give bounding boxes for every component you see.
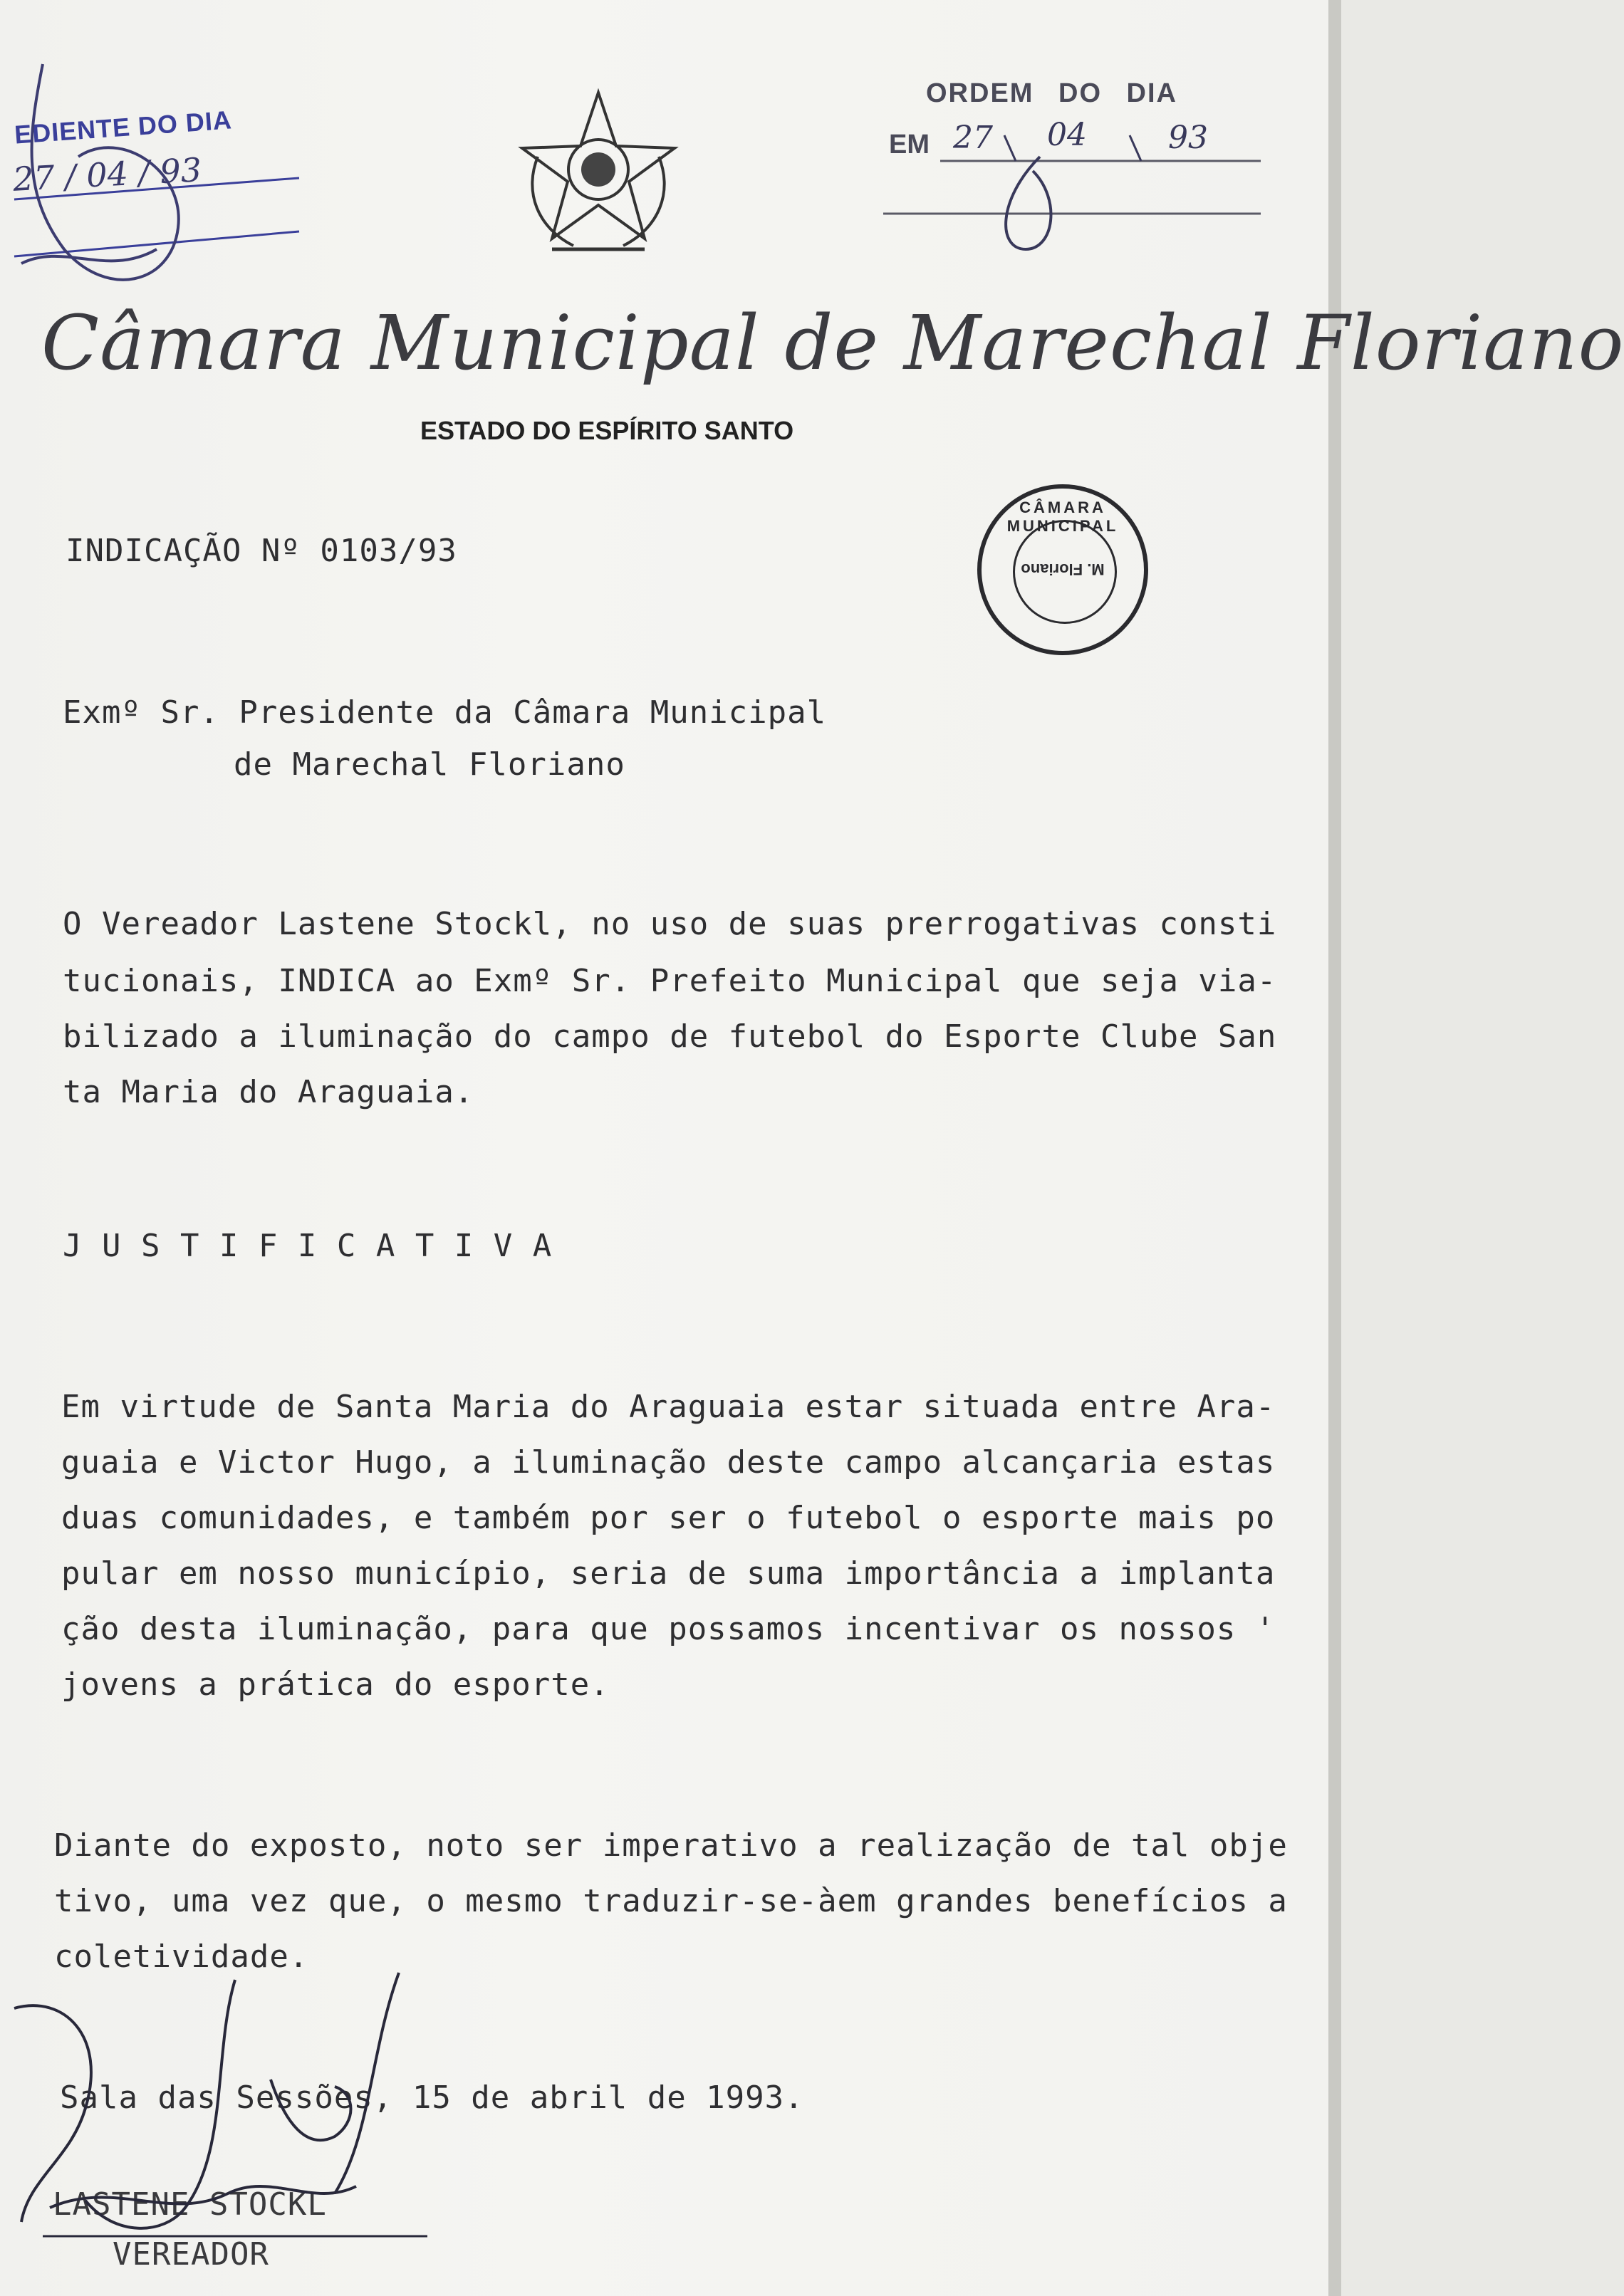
- place-date: Sala das Sessões, 15 de abril de 1993.: [60, 2080, 804, 2116]
- justification-line: pular em nosso município, seria de suma importância a implanta: [61, 1555, 1276, 1592]
- letterhead-state: ESTADO DO ESPÍRITO SANTO: [420, 416, 794, 445]
- addressee-line-2: de Marechal Floriano: [234, 746, 625, 783]
- coat-of-arms-emblem: [509, 85, 687, 271]
- round-seal-center: M. Floriano: [1021, 560, 1105, 578]
- signatory-title: VEREADOR: [113, 2236, 269, 2272]
- intro-line: bilizado a iluminação do campo de futebol do Esporte Clube San: [63, 1018, 1277, 1055]
- handwritten-signature: [0, 1966, 442, 2279]
- municipal-round-seal: [977, 484, 1148, 655]
- justification-heading: J U S T I F I C A T I V A: [63, 1228, 553, 1264]
- ordem-do-dia-stamp-prefix: EM: [889, 130, 930, 160]
- justification-line: jovens a prática do esporte.: [61, 1666, 610, 1703]
- ordem-do-dia-stamp-year: 93: [1168, 120, 1208, 156]
- document-reference: INDICAÇÃO Nº 0103/93: [66, 533, 457, 569]
- expediente-stamp-scribble: [0, 50, 313, 320]
- letterhead-name: Câmara Municipal de Marechal Floriano: [41, 299, 1624, 387]
- expediente-stamp-date: 27 / 04 / 93: [11, 150, 203, 199]
- intro-line: tucionais, INDICA ao Exmº Sr. Prefeito Municipal que seja via-: [63, 963, 1277, 999]
- justification-line: guaia e Victor Hugo, a iluminação deste campo alcançaria estas: [61, 1444, 1276, 1481]
- signatory-name: LASTENE STOCKL: [53, 2186, 327, 2223]
- ordem-do-dia-stamp-day: 27: [953, 120, 993, 156]
- conclusion-line: tivo, uma vez que, o mesmo traduzir-se-àem grandes benefícios a: [54, 1883, 1288, 1919]
- justification-line: Em virtude de Santa Maria do Araguaia estar situada entre Ara-: [61, 1389, 1276, 1425]
- conclusion-line: coletividade.: [54, 1938, 309, 1975]
- ordem-do-dia-stamp-month: 04: [1047, 117, 1087, 153]
- addressee-line-1: Exmº Sr. Presidente da Câmara Municipal: [63, 694, 827, 731]
- ordem-do-dia-stamp-lines: [876, 114, 1275, 256]
- round-seal-ring-text: CÂMARA MUNICIPAL: [1006, 499, 1119, 535]
- intro-line: O Vereador Lastene Stockl, no uso de suas prerrogativas consti: [63, 906, 1277, 942]
- expediente-stamp-label: EDIENTE DO DIA: [13, 105, 234, 150]
- ordem-do-dia-stamp-title: ORDEM DO DIA: [926, 78, 1177, 108]
- conclusion-line: Diante do exposto, noto ser imperativo a realização de tal obje: [54, 1827, 1288, 1864]
- justification-line: duas comunidades, e também por ser o futebol o esporte mais po: [61, 1500, 1276, 1536]
- intro-line: ta Maria do Araguaia.: [63, 1074, 474, 1110]
- justification-line: ção desta iluminação, para que possamos incentivar os nossos ': [61, 1611, 1276, 1647]
